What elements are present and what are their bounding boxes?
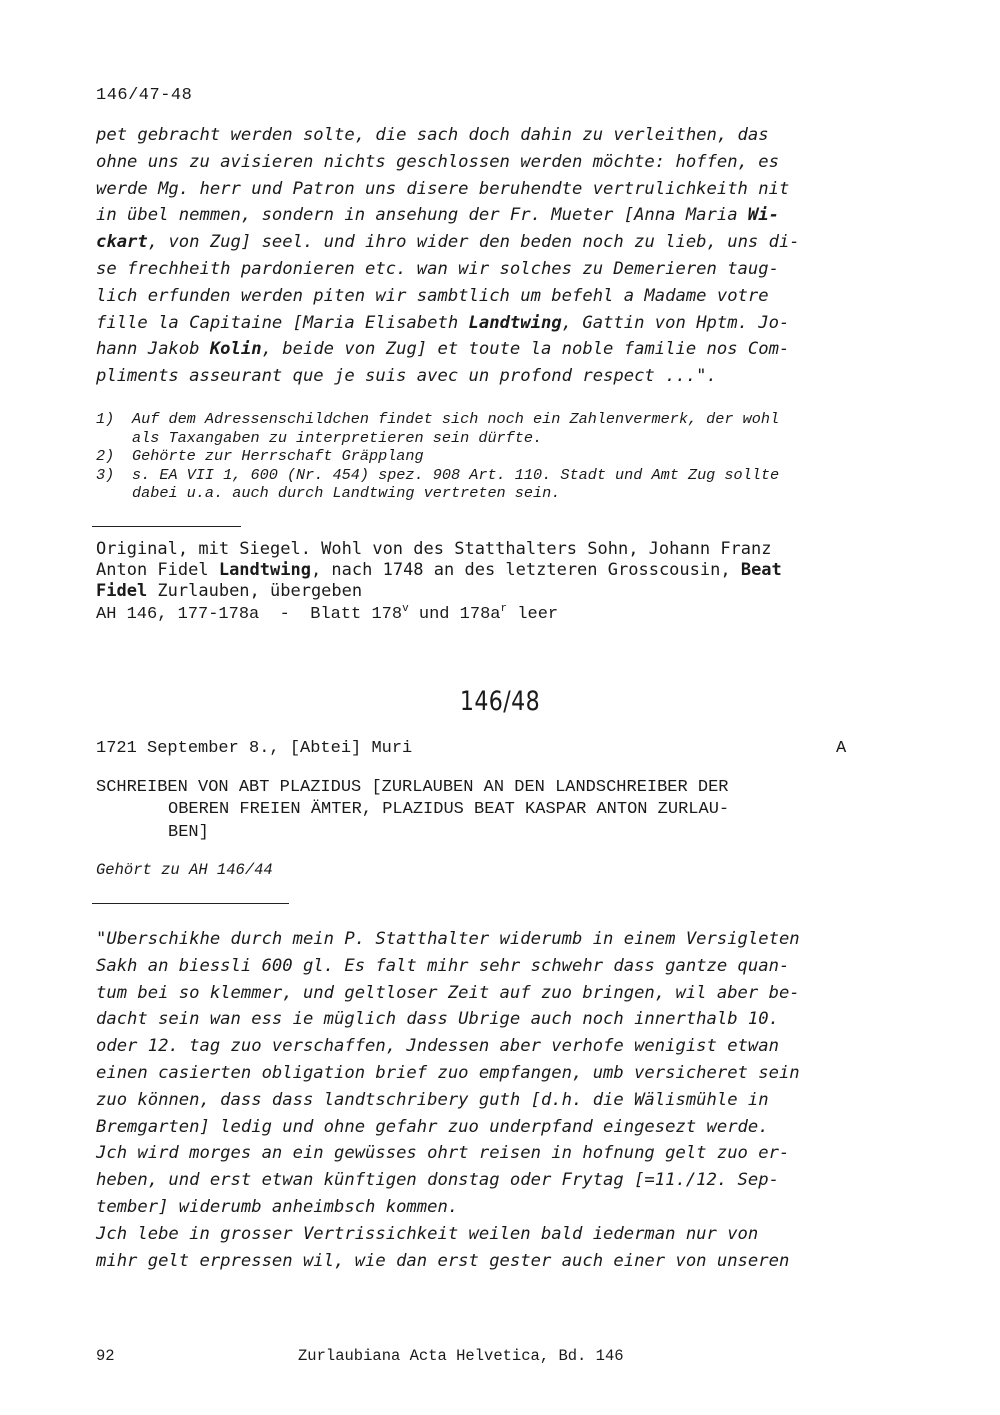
letter-line: Jch lebe in grosser Vertrissichkeit weilen bald iederman nur von xyxy=(96,1223,759,1244)
page-number: 92 xyxy=(96,1347,115,1365)
ref-text: und 178a xyxy=(408,605,501,624)
letter-line: ohne uns zu avisieren nichts geschlossen werden möchte: hoffen, es xyxy=(96,151,779,172)
date-place: 1721 September 8., [Abtei] Muri xyxy=(96,739,413,758)
letter-line: se frechheith pardonieren etc. wan wir solches zu Demerieren taug- xyxy=(96,258,779,279)
section-divider xyxy=(92,903,289,904)
letter-line: werde Mg. herr und Patron uns disere beruhendte vertrulichkeith nit xyxy=(96,178,790,199)
footnote-text: s. EA VII 1, 600 (Nr. 454) spez. 908 Art. 110. Stadt und Amt Zug sollte dabei u.a. auch durch Landtwing vertreten sein. xyxy=(132,465,780,503)
recto-mark: r xyxy=(500,603,508,615)
letter-line: pet gebracht werden solte, die sach doch dahin zu verleithen, das xyxy=(96,125,769,145)
letter-line: tum bei so klemmer, und geltloser Zeit auf zuo bringen, wil aber be- xyxy=(96,982,800,1003)
belongs-to-note: Gehört zu AH 146/44 xyxy=(96,861,273,879)
title-line: SCHREIBEN VON ABT PLAZIDUS [ZURLAUBEN AN DEN LANDSCHREIBER DER xyxy=(96,778,729,797)
letter-line: einen casierten obligation brief zuo empfangen, umb versicheret sein xyxy=(96,1062,800,1083)
source-text: Zurlauben, übergeben xyxy=(147,581,363,601)
name-emphasis: Landtwing xyxy=(218,560,311,580)
footnote-number: 1) xyxy=(96,410,115,428)
footnote-number: 2) xyxy=(96,447,115,466)
name-emphasis: Beat Fidel xyxy=(96,560,782,601)
publication-title: Zurlaubiana Acta Helvetica, Bd. 146 xyxy=(298,1347,624,1365)
archive-reference xyxy=(96,603,558,624)
page-header-reference: 146/47-48 xyxy=(96,86,193,105)
document-marker: A xyxy=(836,739,847,758)
footnote-text: Gehörte zur Herrschaft Gräpplang xyxy=(132,447,424,466)
letter-line: oder 12. tag zuo verschaffen, Jndessen aber verhofe wenigist etwan xyxy=(96,1036,779,1057)
footnote xyxy=(96,447,876,466)
verso-mark: v xyxy=(402,603,409,615)
letter-line: Bremgarten] ledig und ohne gefahr zuo underpfand eingesezt werde. xyxy=(96,1116,769,1137)
letter-line: , Gattin von Hptm. Jo- xyxy=(561,312,790,333)
name-emphasis: Wi- xyxy=(747,205,779,226)
title-line: OBEREN FREIEN ÄMTER, PLAZIDUS BEAT KASPAR ANTON ZURLAU- xyxy=(168,800,730,820)
letter-line: mihr gelt erpressen wil, wie dan erst gester auch einer von unseren xyxy=(96,1250,790,1271)
document-number: 146/48 xyxy=(459,686,541,717)
title-line: BEN] xyxy=(168,822,209,842)
name-emphasis: ckart xyxy=(96,232,148,253)
footnote xyxy=(96,466,876,503)
letter-line: pliments asseurant que je suis avec un profond respect ...". xyxy=(96,366,717,387)
source-text: , nach 1748 an des letzteren Grosscousin, xyxy=(310,560,741,580)
footnote-text: Auf dem Adressenschildchen findet sich noch ein Zahlenvermerk, der wohl als Taxangaben zu interpretieren sein dürfte. xyxy=(132,410,780,447)
letter-continuation xyxy=(96,122,876,390)
letter-line: , von Zug] seel. und ihro wider den beden noch zu lieb, uns di- xyxy=(147,232,800,253)
letter-text xyxy=(96,926,876,1274)
letter-line: hann Jakob xyxy=(96,339,210,360)
letter-line: "Uberschikhe durch mein P. Statthalter widerumb in einem Versigleten xyxy=(96,929,800,949)
footnote xyxy=(96,410,876,447)
letter-line: , beide von Zug] et toute la noble familie nos Com- xyxy=(261,339,790,360)
letter-line: dacht sein wan ess ie müglich dass Ubrige auch noch innerthalb 10. xyxy=(96,1009,779,1030)
letter-line: tember] widerumb anheimbsch kommen. xyxy=(96,1196,459,1217)
name-emphasis: Landtwing xyxy=(468,312,562,333)
document-title xyxy=(96,777,729,844)
footnotes xyxy=(96,410,876,503)
letter-line: heben, und erst etwan künftigen donstag oder Frytag [=11./12. Sep- xyxy=(96,1170,779,1191)
letter-line: fille la Capitaine [Maria Elisabeth xyxy=(96,312,469,333)
letter-line: lich erfunden werden piten wir sambtlich um befehl a Madame votre xyxy=(96,285,769,306)
section-divider xyxy=(92,526,241,527)
ref-text: leer xyxy=(507,605,559,624)
ref-text: AH 146, 177-178a - Blatt 178 xyxy=(96,605,403,624)
source-note xyxy=(96,539,876,602)
letter-line: Jch wird morges an ein gewüsses ohrt reisen in hofnung gelt zuo er- xyxy=(96,1143,790,1164)
letter-line: in übel nemmen, sondern in ansehung der Fr. Mueter [Anna Maria xyxy=(96,205,748,226)
letter-line: Sakh an biessli 600 gl. Es falt mihr sehr schwehr dass gantze quan- xyxy=(96,955,790,976)
letter-line: zuo können, dass dass landtschribery guth [d.h. die Wälismühle in xyxy=(96,1089,769,1110)
footnote-number: 3) xyxy=(96,465,115,484)
source-text: Original, mit Siegel. Wohl von des Statthalters Sohn, Johann Franz Anton Fidel xyxy=(96,539,772,580)
name-emphasis: Kolin xyxy=(209,339,262,360)
